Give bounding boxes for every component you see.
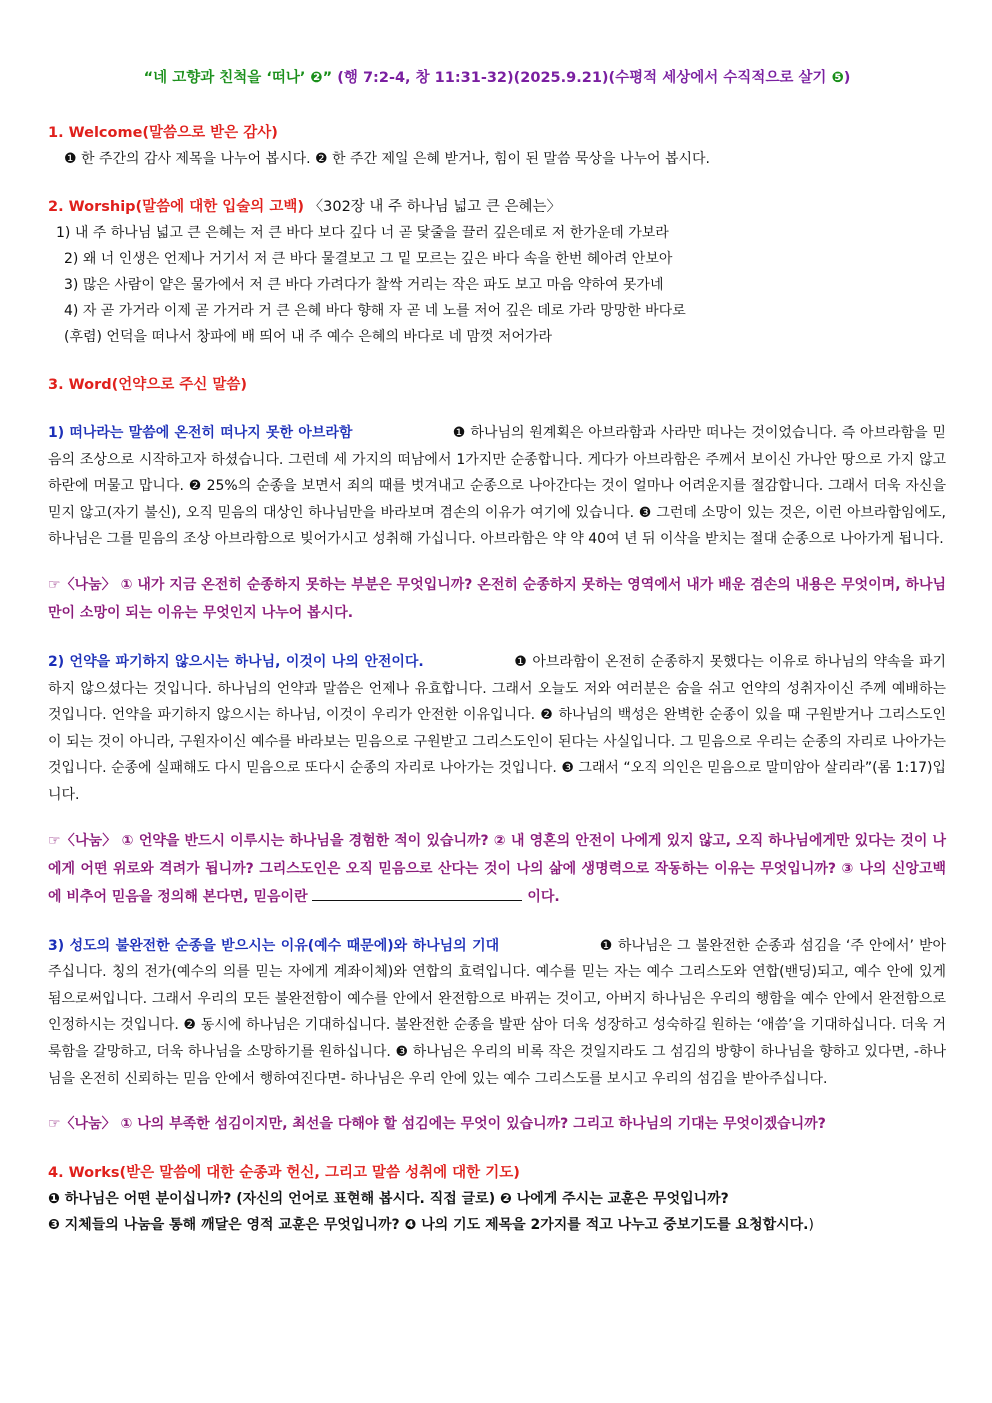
hymn-verse: 2) 왜 너 인생은 언제나 거기서 저 큰 바다 물결보고 그 밑 모르는 깊은 바다 속을 한번 헤아려 안보아 [64,251,673,267]
hymn-chorus: (후렴) 언덕을 떠나서 창파에 배 띄어 내 주 예수 은혜의 바다로 네 맘껏 저어가라 [64,329,553,345]
point-text: ❶ 아브라함이 온전히 순종하지 못했다는 이유로 하나님의 약속을 파기하지 않으셨다는 것입니다. 하나님의 언약과 말씀은 언제나 유효합니다. 그래서 오늘도 저와 여러분은 숨을 쉬고 언약의 성취자이신 주께 예배하는 것입니다. 언약을 파기하지 않으시는 하나님, 이것이 우리가 안전한 이유입니다. ❷ 하나님의 백성은 완벽한 순종이 있을 때 구원받거나 그리스도인이 되는 것이 아니라, 구원자이신 예수를 바라보는 믿음으로 구원받고 그리스도인이 된다는 사실입니다. 그 믿음으로 우리는 순종의 자리로 나아가는 것입니다. 순종에 실패해도 다시 믿음으로 또다시 순종의 자리로 나아가는 것입니다. ❸ 그래서 “오직 의인은 믿음으로 말미암아 살리라”(롬 1:17)입니다. [48,653,946,803]
point-body [48,420,946,553]
worship-section [48,194,946,350]
share-text-end: 이다. [522,888,560,905]
hymn-title: 〈302장 내 주 하나님 넓고 큰 은혜는〉 [304,199,562,215]
works-line: ❶ 하나님은 어떤 분이십니까? (자신의 언어로 표현해 봅시다. 직접 글로) ❷ 나에게 주시는 교훈은 무엇입니까? [48,1191,729,1208]
title-main: (행 7:2-4, 창 11:31-32)(2025.9.21)(수평적 세상에서 수직적으로 살기 [337,70,832,86]
works-section [48,1160,946,1238]
page-title [48,66,946,87]
point-body [48,933,946,1093]
word-point-2 [48,649,946,911]
works-line [48,1212,946,1238]
hymn-verse: 3) 많은 사람이 얕은 물가에서 저 큰 바다 가려다가 찰싹 거리는 작은 파도 보고 마음 약하여 못가네 [64,277,664,293]
point-body [48,649,946,809]
point-text: ❶ 하나님의 원계획은 아브라함과 사라만 떠나는 것이었습니다. 즉 아브라함을 믿음의 조상으로 시작하고자 하셨습니다. 그런데 세 가지의 떠남에서 1가지만 순종합니다. 게다가 아브라함은 주께서 보이신 가나안 땅으로 가지 않고 하란에 머물고 맙니다. ❷ 25%의 순종을 보면서 죄의 때를 벗겨내고 순종으로 나아간다는 것이 얼마나 어려운지를 절감합니다. 그래서 더욱 자신을 믿지 않고(자기 불신), 오직 믿음의 대상인 하나님만을 바라보며 겸손의 이유가 여기에 있습니다. ❸ 그런데 소망이 있는 것은, 이런 아브라함임에도, 하나님은 그를 믿음의 조상 아브라함으로 빚어가시고 성취해 가십니다. 아브라함은 약 약 40여 년 뒤 이삭을 받치는 절대 순종으로 나아가게 됩니다. [48,425,946,548]
title-prefix: “네 고향과 친척을 ‘떠나’ ❷” [143,70,333,86]
worship-heading-line [48,194,946,220]
word-point-1 [48,420,946,627]
welcome-section [48,120,946,172]
point-title: 3) 성도의 불완전한 순종을 받으시는 이유(예수 때문에)와 하나님의 기대 [48,937,500,954]
hymn-verse: 4) 자 곧 가거라 이제 곧 가거라 거 큰 은혜 바다 향해 자 곧 네 노를 저어 깊은 데로 가라 망망한 바다로 [64,303,686,319]
works-heading: 4. Works(받은 말씀에 대한 순종과 헌신, 그리고 말씀 성취에 대한 기도) [48,1165,520,1182]
worship-heading: 2. Worship(말씀에 대한 입술의 고백) [48,199,305,215]
point-title: 1) 떠나라는 말씀에 온전히 떠나지 못한 아브라함 [48,425,353,441]
share-question: ☞〈나눔〉 ① 내가 지금 온전히 순종하지 못하는 부분은 무엇입니까? 온전히 순종하지 못하는 영역에서 내가 배운 겸손의 내용은 무엇이며, 하나님만이 소망이 되는 이유는 무엇인지 나누어 봅시다. [48,576,946,621]
share-question: ☞〈나눔〉 ① 나의 부족한 섬김이지만, 최선을 다해야 할 섬김에는 무엇이 있습니까? 그리고 하나님의 기대는 무엇이겠습니까? [48,1116,826,1133]
hymn-verse: 1) 내 주 하나님 넓고 큰 은혜는 저 큰 바다 보다 깊다 너 곧 닻줄을 끌러 깊은데로 저 한가운데 가보라 [56,225,669,241]
word-heading: 3. Word(언약으로 주신 말씀) [48,377,248,393]
share-text: ☞〈나눔〉 ① 언약을 반드시 이루시는 하나님을 경험한 적이 있습니까? ② 내 영혼의 안전이 나에게 있지 않고, 오직 하나님에게만 있다는 것이 나에게 어떤 위로와 격려가 됩니까? 그리스도인은 오직 믿음으로 산다는 것이 나의 삶에 생명력으로 작동하는 이유는 무엇입니까? ③ 나의 신앙고백에 비추어 믿음을 정의해 본다면, 믿음이란 [48,832,946,905]
welcome-body: ❶ 한 주간의 감사 제목을 나누어 봅시다. ❷ 한 주간 제일 은혜 받거나, 힘이 된 말씀 묵상을 나누어 봅시다. [64,151,710,167]
works-line-text: ❸ 지체들의 나눔을 통해 깨달은 영적 교훈은 무엇입니까? ❹ 나의 기도 제목을 2가지를 적고 나누고 중보기도를 요청합시다. [48,1217,809,1234]
works-line-close: ) [808,1217,814,1234]
answer-blank [312,888,522,901]
point-text: ❶ 하나님은 그 불완전한 순종과 섬김을 ‘주 안에서’ 받아주십니다. 칭의 전가(예수의 의를 믿는 자에게 계좌이체)와 연합의 효력입니다. 예수를 믿는 자는 예수 그리스도와 연합(밴딩)되고, 예수 안에 있게 됨으로써입니다. 그래서 우리의 모든 불완전함이 예수를 안에서 완전함으로 바뀌는 것이고, 아버지 하나님은 우리의 행함을 예수 안에서 완전함으로 인정하시는 것입니다. ❷ 동시에 하나님은 기대하십니다. 불완전한 순종을 발판 삼아 더욱 성장하고 성숙하길 원하는 ‘애씀’을 기대하십니다. 더욱 거룩함을 갈망하고, 더욱 하나님을 소망하기를 원하십니다. ❸ 하나님은 우리의 비록 작은 것일지라도 그 섬김의 방향이 하나님을 향하고 있다면, -하나님을 온전히 신뢰하는 믿음 안에서 행하여진다면- 하나님은 우리 안에 있는 예수 그리스도를 보시고 우리의 섬김을 받아주십니다. [48,937,947,1087]
share-question [48,827,946,911]
word-section [48,372,946,1138]
title-close: ) [843,70,851,86]
word-point-3 [48,933,946,1139]
point-title: 2) 언약을 파기하지 않으시는 하나님, 이것이 나의 안전이다. [48,653,424,670]
title-suffix: ❺ [831,70,844,86]
welcome-heading: 1. Welcome(말씀으로 받은 감사) [48,125,278,141]
